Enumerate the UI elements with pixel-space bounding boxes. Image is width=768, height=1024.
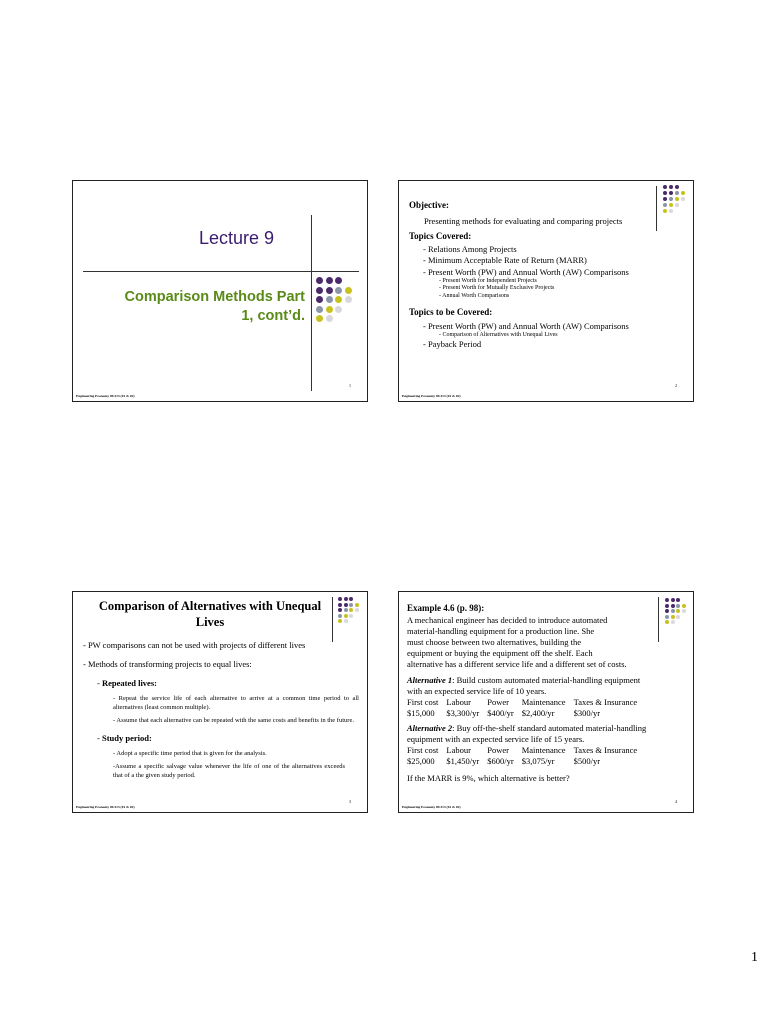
table-cell: $3,075/yr [521,755,555,766]
alt2-cost-table [407,745,645,766]
slide-1 [72,180,368,402]
method-dash: - [97,733,102,744]
slide4-number: 4 [675,799,677,804]
table-cell: $2,400/yr [521,707,555,718]
objective-text: Presenting methods for evaluating and comparing projects [424,215,623,226]
question-text: If the MARR is 9%, which alternative is better? [407,772,570,783]
slide2-footer: Engineering Economy 89.313 (01 & 02) [402,394,461,398]
topics-covered-heading: Topics Covered: [409,230,472,241]
dot [316,287,323,294]
dot [663,185,667,189]
method-label: Repeated lives: [101,678,157,689]
list-item: - Present Worth (PW) and Annual Worth (AW) Comparisons [423,266,629,277]
table-cell: $1,450/yr [446,755,480,766]
intro-line: equipment or buying the equipment off the shelf. Each [407,647,593,658]
dot [355,603,359,607]
table-cell: $25,000 [407,755,435,766]
slide2-content [409,200,679,351]
list-subitem: -Assume a specific salvage value whenever the life of one of the alternatives exceeds that of a the given study period. [113,763,345,780]
table-row [407,697,645,708]
list-subitem: - Present Worth for Mutually Exclusive Projects [439,285,555,292]
list-item: - PW comparisons can not be used with projects of different lives [83,640,306,650]
dot [676,598,680,602]
dot [349,603,353,607]
dot [335,277,342,284]
dot [345,287,352,294]
alt2-text-line2: equipment with an expected service life of 15 years. [407,734,585,745]
slide3-content [83,640,359,785]
dot [675,191,679,195]
alt1-text: : Build custom automated material-handling equipment [452,674,641,685]
list-subitem: - Comparison of Alternatives with Unequal Lives [439,331,558,338]
page-number: 1 [751,950,758,965]
alternative-1 [407,675,692,686]
table-header: Maintenance [521,697,566,708]
dot [681,197,685,201]
dot [326,315,333,322]
slide-4 [398,591,694,813]
dot [355,608,359,612]
list-item: - Methods of transforming projects to equal lives: [83,659,252,670]
alt1-text-line2: with an expected service life of 10 years. [407,685,547,696]
dot [326,287,333,294]
dot [335,296,342,303]
dot [669,185,673,189]
objective-heading: Objective: [409,200,449,210]
slide1-horizontal-divider [83,271,359,272]
list-subitem: - Repeat the service life of each alternative to arrive at a common time period to all alternatives (least common multiple). [113,695,359,711]
table-cell: $400/yr [487,707,514,718]
table-header: Power [487,697,509,708]
list-subitem: - Assume that each alternative can be repeated with the same costs and benefits in the future. [113,716,354,724]
slide3-footer: Engineering Economy 89.313 (01 & 02) [76,805,135,809]
table-row [407,708,645,719]
alt1-cost-table [407,697,645,718]
dot [681,191,685,195]
dot [349,597,353,601]
method-dash: - [97,678,102,689]
slide1-subtitle-line1: Comparison Methods Part [124,289,305,305]
dot [335,306,342,313]
dot [349,608,353,612]
dot [349,614,353,618]
table-header: Maintenance [521,745,566,756]
dot [665,598,669,602]
slide1-subtitle [125,288,305,326]
dot [316,315,323,322]
dot [345,296,352,303]
slide1-subtitle-line2: 1, cont’d. [241,307,305,324]
slide3-title-line2: Lives [195,614,225,629]
dot [671,598,675,602]
intro-line: material-handling equipment for a production line. She [407,625,595,636]
intro-line: alternative has a different service life and a different set of costs. [407,658,627,669]
table-cell: $15,000 [407,707,435,718]
table-header: Power [487,745,509,756]
topics-to-be-covered-heading: Topics to be Covered: [409,306,493,317]
dot [316,306,323,313]
slide1-vertical-divider [311,215,312,391]
table-header: Taxes & Insurance [573,745,638,756]
slide1-title: Lecture 9 [199,228,275,248]
list-subitem: - Present Worth for Independent Projects [439,277,537,284]
table-cell: $300/yr [573,707,601,718]
slide1-footer: Engineering Economy 89.313 (01 & 02) [76,394,135,398]
slide1-dot-grid [316,277,352,322]
intro-line: must choose between two alternatives, building the [407,636,581,647]
table-row [407,745,645,756]
table-header: Labour [446,745,471,756]
table-header: Labour [446,697,471,708]
slide1-number: 1 [349,383,351,388]
dot [335,287,342,294]
slide2-number: 2 [675,383,677,388]
slide3-number: 3 [349,799,351,804]
alternative-2 [407,723,692,734]
table-cell: $600/yr [487,755,514,766]
table-header: First cost [407,745,439,756]
list-item: - Payback Period [423,339,482,350]
slide3-title-line1: Comparison of Alternatives with Unequal [98,599,322,613]
table-cell: $3,300/yr [446,707,480,718]
list-subitem: - Adopt a specific time period that is given for the analysis. [113,750,267,758]
dot [326,277,333,284]
dot [669,191,673,195]
method-study-period [83,733,359,744]
table-header: Taxes & Insurance [573,697,638,708]
alt1-label: Alternative 1 [407,674,453,685]
dot [326,306,333,313]
slide3-title [73,599,347,630]
table-row [407,756,645,767]
table-header: First cost [407,697,439,708]
dot [316,296,323,303]
table-cell: $500/yr [573,755,601,766]
list-item: - Relations Among Projects [423,244,517,255]
method-label: Study period: [101,733,152,744]
slide-2 [398,180,694,402]
intro-line: A mechanical engineer has decided to introduce automated [407,614,608,625]
example-heading: Example 4.6 (p. 98): [407,603,485,613]
alt2-text: : Buy off-the-shelf standard automated material-handling [452,723,647,734]
method-repeated-lives [83,678,359,689]
slide4-footer: Engineering Economy 89.313 (01 & 02) [402,805,461,809]
dot [316,277,323,284]
alt2-label: Alternative 2 [407,723,453,734]
slide-3 [72,591,368,813]
list-item: - Minimum Acceptable Rate of Return (MARR) [423,255,587,266]
list-subitem: - Annual Worth Comparisons [439,293,510,300]
list-item: - Present Worth (PW) and Annual Worth (AW) Comparisons [423,320,629,331]
slide4-content [407,603,692,784]
dot [326,296,333,303]
dot [675,185,679,189]
dot [663,191,667,195]
